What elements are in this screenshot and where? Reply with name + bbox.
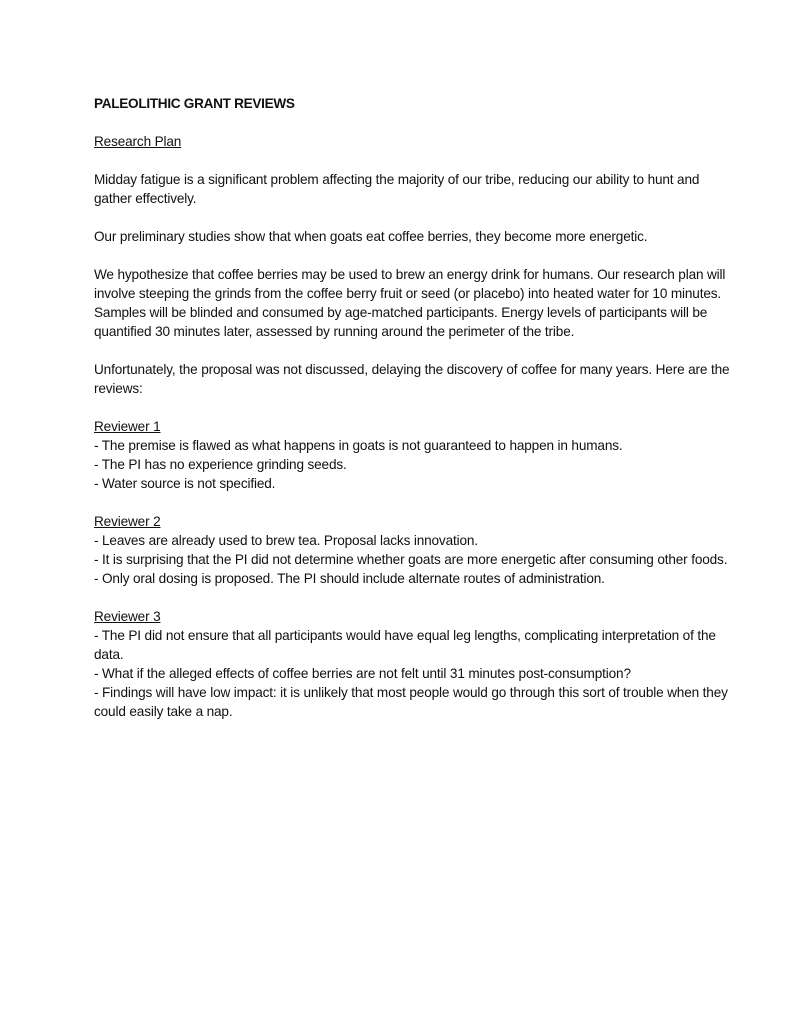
reviewer-2-heading: Reviewer 2 xyxy=(94,514,161,529)
review-comment: - The premise is flawed as what happens in goats is not guaranteed to happen in humans. xyxy=(94,438,623,453)
review-comment: - Leaves are already used to brew tea. Proposal lacks innovation. xyxy=(94,533,478,548)
research-plan-paragraph-4: Unfortunately, the proposal was not discussed, delaying the discovery of coffee for many years. Here are the reviews: xyxy=(94,362,730,396)
reviewer-2-comments xyxy=(94,531,734,588)
research-plan-paragraph-3: We hypothesize that coffee berries may be used to brew an energy drink for humans. Our research plan will involve steeping the grinds from the coffee berry fruit or seed (or placebo) into heated water for 10 minutes. Samples will be blinded and consumed by age-matched participants. Energy levels of participants will be quantified 30 minutes later, assessed by running around the perimeter of the tribe. xyxy=(94,267,726,339)
reviewer-3-section xyxy=(94,607,734,721)
review-comment: - What if the alleged effects of coffee berries are not felt until 31 minutes post-consumption? xyxy=(94,666,631,681)
reviewer-3-comments xyxy=(94,626,734,721)
reviewer-1-heading: Reviewer 1 xyxy=(94,419,161,434)
research-plan-paragraph-2: Our preliminary studies show that when goats eat coffee berries, they become more energetic. xyxy=(94,229,648,244)
spacer xyxy=(94,151,734,170)
reviewer-1-section xyxy=(94,417,734,493)
document-page xyxy=(94,94,734,721)
review-comment: - Water source is not specified. xyxy=(94,476,276,491)
review-comment: - It is surprising that the PI did not determine whether goats are more energetic after consuming other foods. xyxy=(94,552,728,567)
reviewer-2-section xyxy=(94,512,734,588)
document-title: PALEOLITHIC GRANT REVIEWS xyxy=(94,96,295,111)
reviewer-3-heading: Reviewer 3 xyxy=(94,609,161,624)
review-comment: - Findings will have low impact: it is unlikely that most people would go through this sort of trouble when they could easily take a nap. xyxy=(94,685,728,719)
research-plan-paragraph-1: Midday fatigue is a significant problem affecting the majority of our tribe, reducing our ability to hunt and gather effectively. xyxy=(94,172,700,206)
research-plan-heading: Research Plan xyxy=(94,134,182,149)
review-comment: - Only oral dosing is proposed. The PI should include alternate routes of administration. xyxy=(94,571,605,586)
review-comment: - The PI has no experience grinding seeds. xyxy=(94,457,347,472)
review-comment: - The PI did not ensure that all participants would have equal leg lengths, complicating interpretation of the data. xyxy=(94,628,716,662)
reviewer-1-comments xyxy=(94,436,734,493)
